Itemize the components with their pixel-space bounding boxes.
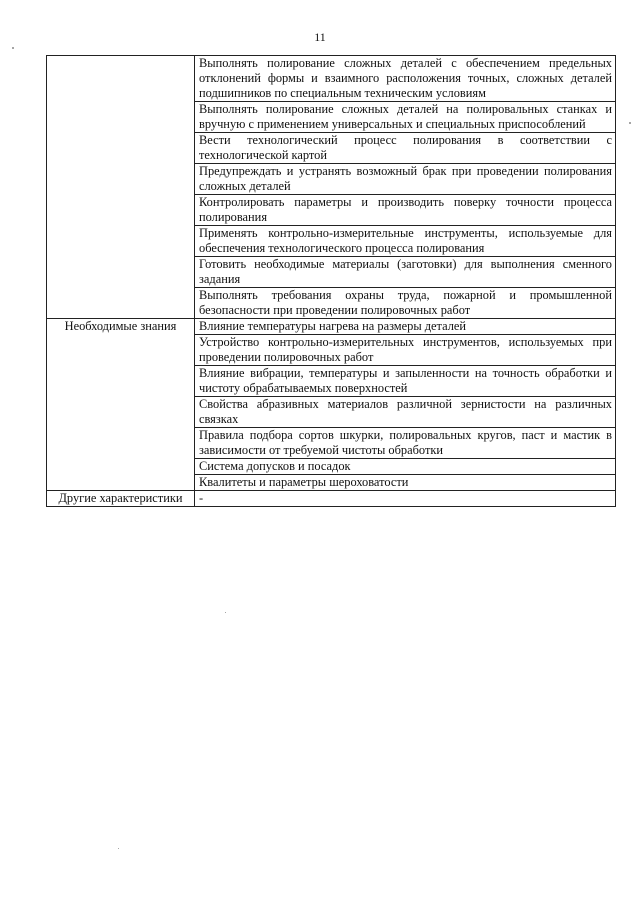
knowledge-label-cell: Необходимые знания [47,319,195,491]
skill-item: Готовить необходимые материалы (заготовки) для выполнения сменного задания [195,257,616,288]
page-number: 11 [314,30,326,44]
knowledge-item: Правила подбора сортов шкурки, полировальных кругов, паст и мастик в зависимости от требуемой чистоты обработки [195,428,616,459]
skill-item: Выполнять полирование сложных деталей на полировальных станках и вручную с применением универсальных и специальных приспособлений [195,102,616,133]
knowledge-item: Квалитеты и параметры шероховатости [195,475,616,491]
skill-item: Применять контрольно-измерительные инструменты, используемые для обеспечения технологического процесса полирования [195,226,616,257]
scan-speck [12,47,14,49]
table-row [47,56,616,102]
other-characteristics-label: Другие характеристики [47,491,195,507]
competency-table [46,55,616,507]
table-row [47,319,616,335]
skill-item: Контролировать параметры и производить поверку точности процесса полирования [195,195,616,226]
skills-label-cell [47,56,195,319]
knowledge-item: Устройство контрольно-измерительных инструментов, используемых при проведении полировочных работ [195,335,616,366]
skill-item: Выполнять полирование сложных деталей с обеспечением предельных отклонений формы и взаимного расположения точных, сложных деталей подшипников по специальным техническим условиям [195,56,616,102]
knowledge-item: Свойства абразивных материалов различной зернистости на различных связках [195,397,616,428]
skill-item: Предупреждать и устранять возможный брак при проведении полирования сложных деталей [195,164,616,195]
knowledge-item: Влияние температуры нагрева на размеры деталей [195,319,616,335]
scan-speck [225,612,226,613]
scan-speck [118,848,119,849]
other-characteristics-value: - [195,491,616,507]
skill-item: Выполнять требования охраны труда, пожарной и промышленной безопасности при проведении полировочных работ [195,288,616,319]
knowledge-item: Система допусков и посадок [195,459,616,475]
table-row [47,491,616,507]
knowledge-item: Влияние вибрации, температуры и запыленности на точность обработки и чистоту обрабатываемых поверхностей [195,366,616,397]
skill-item: Вести технологический процесс полирования в соответствии с технологической картой [195,133,616,164]
scan-speck [629,122,631,124]
